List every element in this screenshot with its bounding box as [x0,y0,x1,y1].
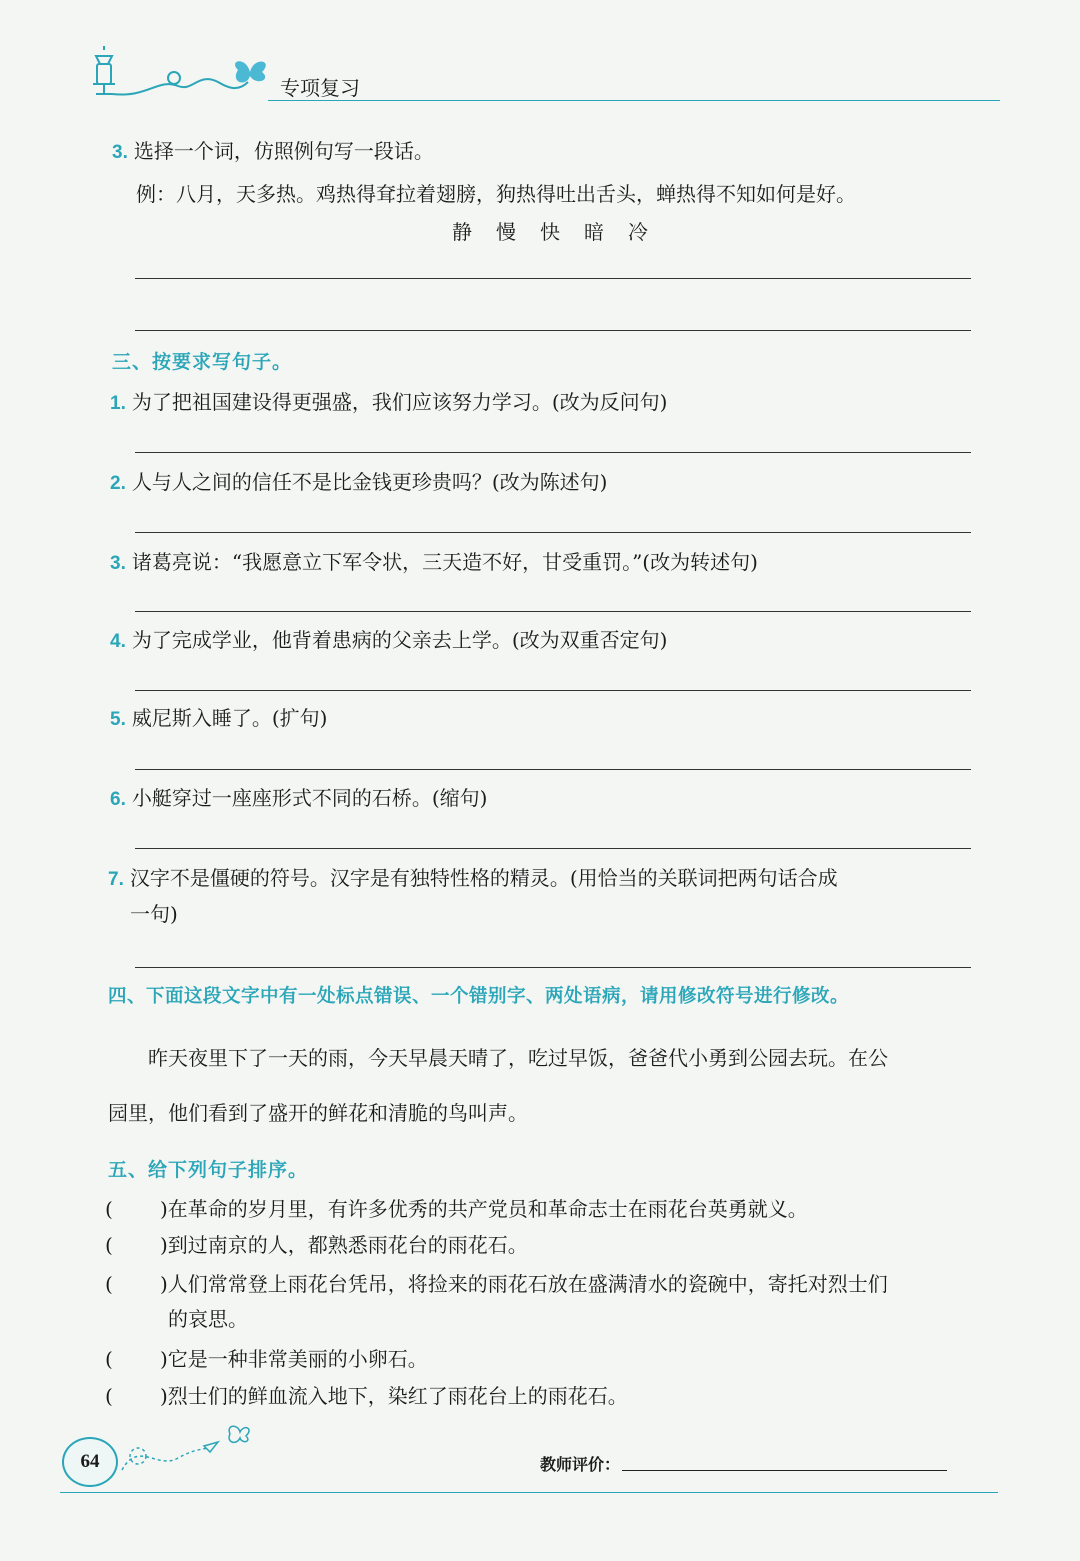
q3-prompt: 3. 选择一个词，仿照例句写一段话。 [112,139,434,163]
ordering-item: ( )烈士们的鲜血流入地下，染红了雨花台上的雨花石。 [105,1384,628,1408]
lamp-vine-decoration-icon [78,42,278,102]
answer-line[interactable] [135,967,971,968]
s3-item-6: 6. 小艇穿过一座座形式不同的石桥。(缩句) [110,786,488,810]
s3-item-7: 7. 汉字不是僵硬的符号。汉字是有独特性格的精灵。(用恰当的关联词把两句话合成 [108,866,838,890]
ordering-item: ( )到过南京的人，都熟悉雨花台的雨花石。 [105,1233,528,1257]
section4-title: 四、下面这段文字中有一处标点错误、一个错别字、两处语病，请用修改符号进行修改。 [108,986,850,1007]
order-blank[interactable]: ( [105,1197,113,1221]
answer-line[interactable] [135,611,971,612]
word-option: 快 [540,220,562,244]
answer-line[interactable] [135,848,971,849]
answer-line[interactable] [135,690,971,691]
order-blank[interactable]: ( [105,1347,113,1371]
header-title: 专项复习 [280,76,360,100]
word-option: 冷 [628,220,650,244]
answer-line[interactable] [135,769,971,770]
answer-line[interactable] [135,278,971,279]
page-number-badge [62,1437,118,1487]
order-blank[interactable]: ( [105,1233,113,1257]
q3-word-choices [452,216,650,245]
ordering-item: ( )在革命的岁月里，有许多优秀的共产党员和革命志士在雨花台英勇就义。 [105,1197,808,1221]
s3-item-3: 3. 诸葛亮说：“我愿意立下军令状，三天造不好，甘受重罚。”(改为转述句) [110,550,758,574]
ordering-item: ( )人们常常登上雨花台凭吊，将捡来的雨花石放在盛满清水的瓷碗中，寄托对烈士们 [105,1272,888,1296]
section4-passage-line1: 昨天夜里下了一天的雨，今天早晨天晴了，吃过早饭，爸爸代小勇到公园去玩。在公 [148,1046,888,1070]
word-option: 慢 [496,220,518,244]
s3-item-4: 4. 为了完成学业，他背着患病的父亲去上学。(改为双重否定句) [110,628,668,652]
s3-item-1: 1. 为了把祖国建设得更强盛，我们应该努力学习。(改为反问句) [110,390,668,414]
page-number: 64 [80,1451,100,1472]
s3-item-2: 2. 人与人之间的信任不是比金钱更珍贵吗？(改为陈述句) [110,470,608,494]
teacher-comment-label: 教师评价： [540,1455,621,1474]
header-rule [268,100,1000,101]
section4-passage-line2: 园里，他们看到了盛开的鲜花和清脆的鸟叫声。 [108,1101,528,1125]
teacher-comment-line[interactable] [622,1470,947,1471]
butterfly-trail-icon [118,1420,258,1480]
word-option: 静 [452,220,474,244]
section3-title: 三、按要求写句子。 [112,351,293,373]
word-option: 暗 [584,220,606,244]
order-blank[interactable]: ( [105,1272,113,1296]
ordering-item-cont: 的哀思。 [168,1307,248,1331]
answer-line[interactable] [135,452,971,453]
s3-item-5: 5. 威尼斯入睡了。(扩句) [110,706,328,730]
section5-title: 五、给下列句子排序。 [108,1159,309,1181]
footer-rule [60,1492,998,1493]
answer-line[interactable] [135,330,971,331]
answer-line[interactable] [135,532,971,533]
ordering-item: ( )它是一种非常美丽的小卵石。 [105,1347,428,1371]
s3-item-7-cont: 一句) [130,902,178,926]
order-blank[interactable]: ( [105,1384,113,1408]
q3-example: 例：八月，天多热。鸡热得耷拉着翅膀，狗热得吐出舌头，蝉热得不知如何是好。 [136,182,856,206]
